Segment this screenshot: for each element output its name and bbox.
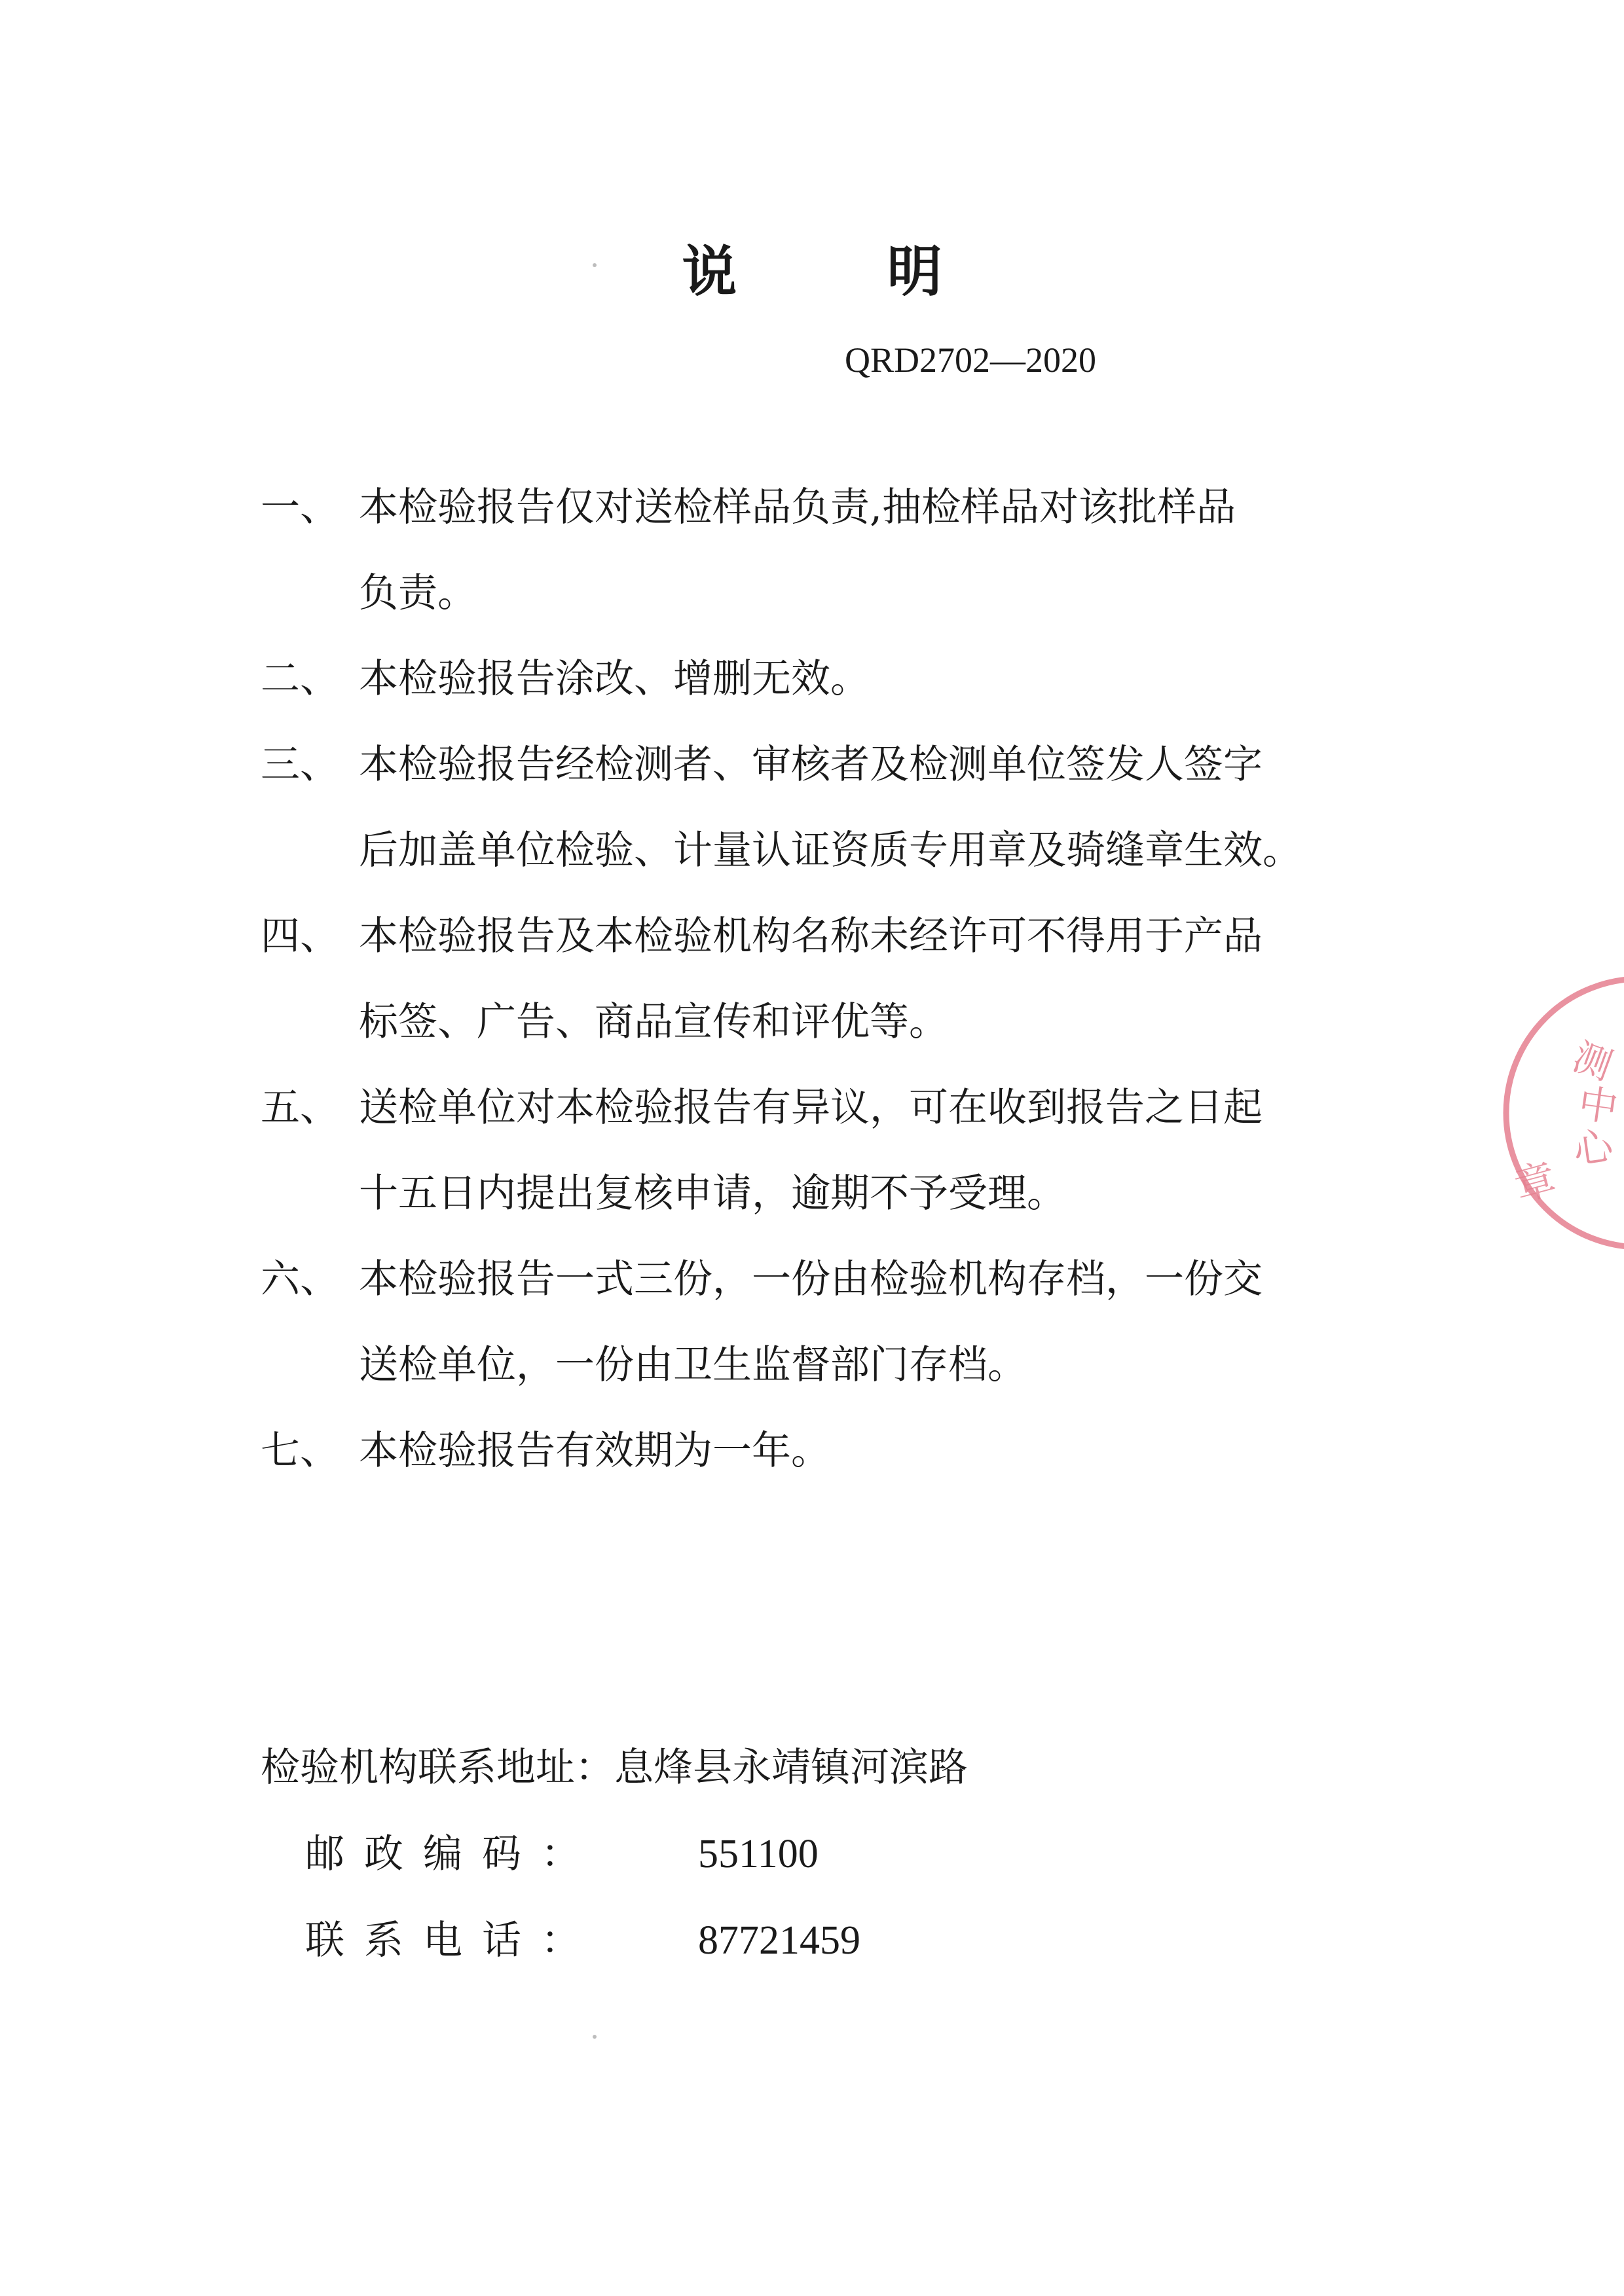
note-line: 本检验报告仅对送检样品负责,抽检样品对该批样品 [359,484,1236,530]
note-number: 三、 [261,742,339,788]
seal-text-segment: 章 [1509,1154,1561,1211]
note-line: 本检验报告一式三份，一份由检验机构存档，一份交 [359,1256,1263,1302]
official-seal [1493,969,1624,1257]
seal-graphic [1493,969,1624,1257]
seal-text-segment: 心 [1570,1123,1616,1174]
note-number: 四、 [261,913,339,959]
notes-list [261,465,1393,1494]
phone-value: 87721459 [698,1918,860,1963]
note-line: 负责。 [359,570,477,616]
scan-speck [593,2035,597,2039]
note-item-2 [261,636,1393,722]
note-number: 一、 [261,484,339,530]
postal-code-row [261,1828,968,1880]
note-number: 二、 [261,656,339,702]
phone-row [261,1914,968,1967]
seal-text-segment: 中 [1575,1080,1621,1132]
postal-code-value: 551100 [698,1832,819,1876]
note-line: 送检单位对本检验报告有异议，可在收到报告之日起 [359,1085,1263,1131]
note-number: 五、 [261,1085,339,1131]
note-item-6 [261,1237,1393,1408]
note-line: 标签、广告、商品宣传和评优等。 [359,999,948,1045]
note-line: 本检验报告有效期为一年。 [359,1428,830,1474]
note-number: 六、 [261,1256,339,1302]
note-item-4 [261,894,1393,1065]
note-item-3 [261,722,1393,894]
note-line: 本检验报告经检测者、审核者及检测单位签发人签字 [359,742,1263,788]
seal-text-segment: 测 [1567,1034,1618,1089]
document-code: QRD2702—2020 [845,340,1097,380]
note-line: 本检验报告涂改、增删无效。 [359,656,870,702]
contact-address: 检验机构联系地址：息烽县永靖镇河滨路 [261,1745,968,1791]
note-line: 十五日内提出复核申请，逾期不予受理。 [359,1171,1066,1216]
scan-speck [593,263,597,267]
note-item-5 [261,1065,1393,1237]
note-item-1 [261,465,1393,636]
note-line: 送检单位，一份由卫生监督部门存档。 [359,1342,1027,1388]
contact-block [261,1741,968,1967]
document-title: 说 明 [682,240,1008,304]
note-number: 七、 [261,1428,339,1474]
note-line: 后加盖单位检验、计量认证资质专用章及骑缝章生效。 [359,828,1302,873]
postal-code-label: 邮政编码： [305,1831,600,1877]
note-line: 本检验报告及本检验机构名称未经许可不得用于产品 [359,913,1263,959]
phone-label: 联系电话： [305,1918,600,1963]
note-item-7 [261,1408,1393,1494]
